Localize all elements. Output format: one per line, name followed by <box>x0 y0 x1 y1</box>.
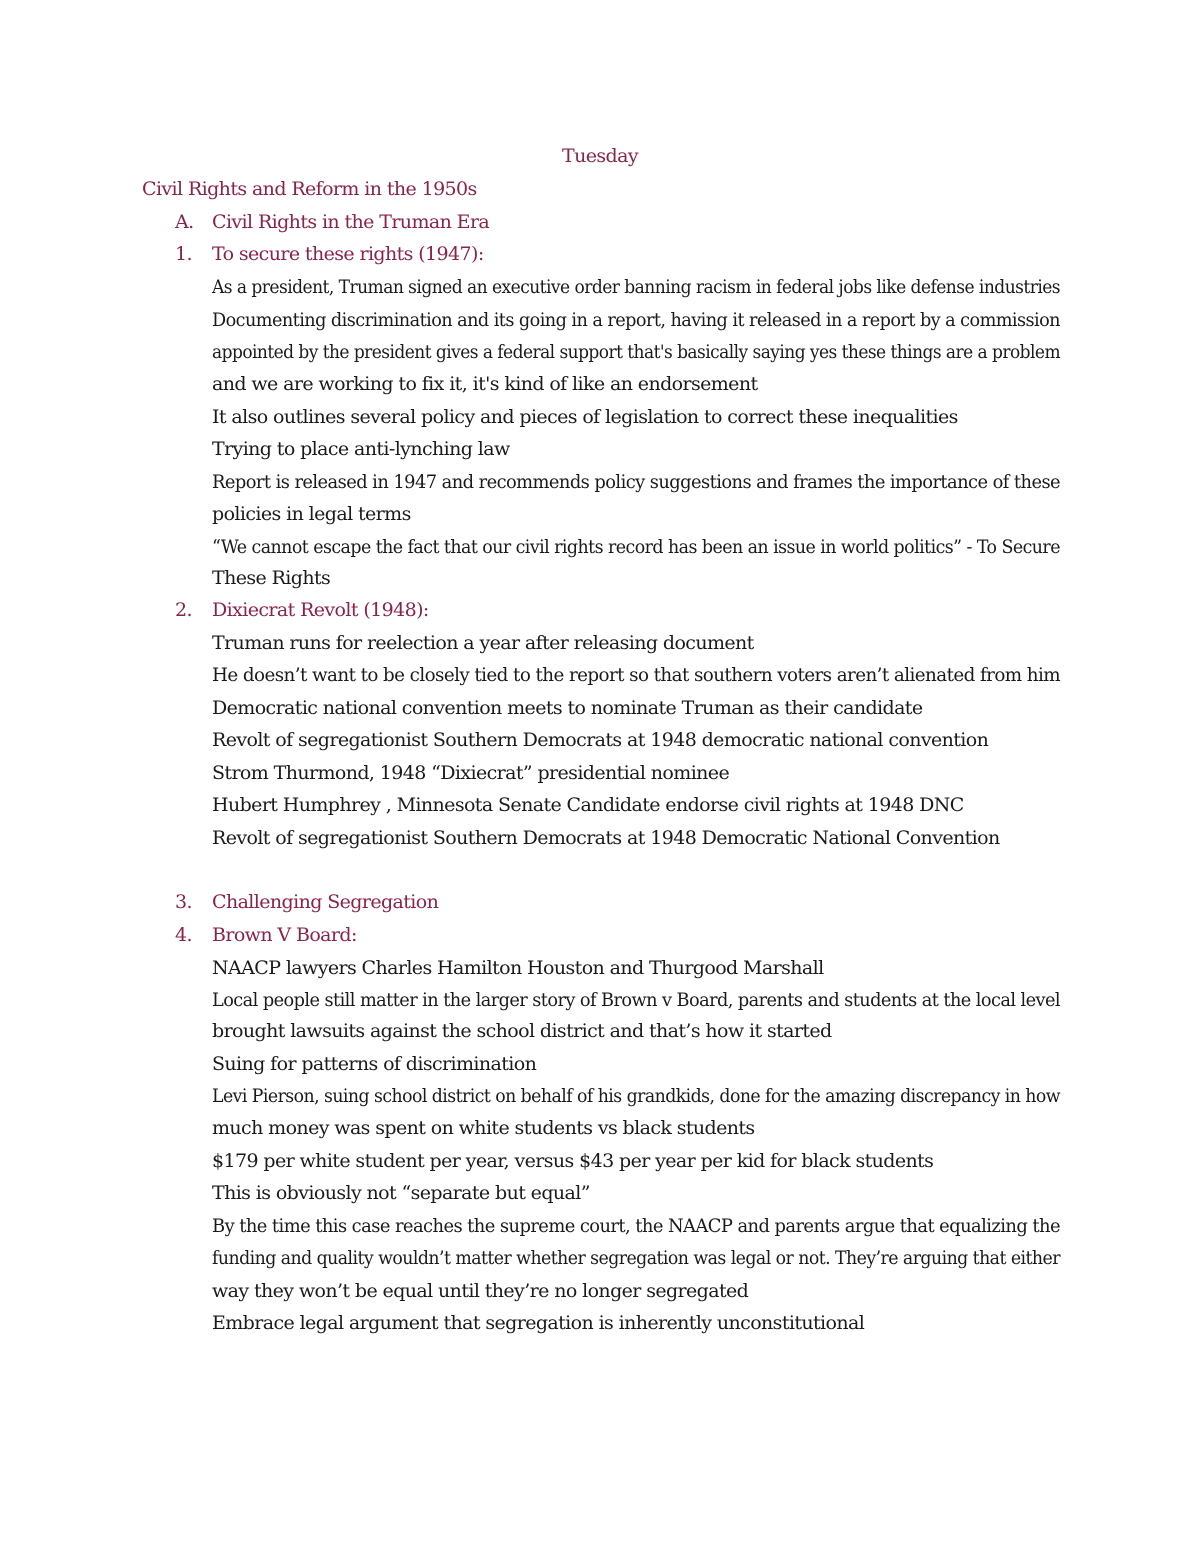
item-2-line: Truman runs for reelection a year after releasing document <box>212 632 754 654</box>
section-a-marker: A. <box>175 211 194 233</box>
document-heading: Civil Rights and Reform in the 1950s <box>142 178 477 200</box>
item-1-line: and we are working to fix it, it's kind of like an endorsement <box>212 373 758 395</box>
item-1-line: As a president, Truman signed an executive order banning racism in federal jobs like defense industries <box>212 276 1061 298</box>
item-4-line: $179 per white student per year, versus $43 per year per kid for black students <box>212 1150 934 1172</box>
item-1-line: Trying to place anti-lynching law <box>212 438 510 460</box>
item-4-line: Embrace legal argument that segregation is inherently unconstitutional <box>212 1312 865 1334</box>
item-1-line: Documenting discrimination and its going in a report, having it released in a report by a commission <box>212 309 1060 331</box>
item-4-label: Brown V Board: <box>212 924 357 946</box>
section-a-label: Civil Rights in the Truman Era <box>212 211 490 233</box>
item-4-line: By the time this case reaches the supreme court, the NAACP and parents argue that equalizing the <box>212 1215 1060 1237</box>
item-1-line: “We cannot escape the fact that our civil rights record has been an issue in world politics” - To Secure <box>212 536 1060 558</box>
item-1-line: These Rights <box>212 567 331 589</box>
item-3-label: Challenging Segregation <box>212 891 439 913</box>
item-4-line: much money was spent on white students vs black students <box>212 1117 755 1139</box>
item-1-marker: 1. <box>175 243 192 265</box>
item-2-line: Strom Thurmond, 1948 “Dixiecrat” presidential nominee <box>212 762 730 784</box>
item-2-line: Revolt of segregationist Southern Democrats at 1948 democratic national convention <box>212 729 989 751</box>
item-1-line: appointed by the president gives a federal support that's basically saying yes these things are a problem <box>212 341 1061 363</box>
item-4-line: brought lawsuits against the school district and that’s how it started <box>212 1020 832 1042</box>
item-2-line: Hubert Humphrey , Minnesota Senate Candidate endorse civil rights at 1948 DNC <box>212 794 964 816</box>
item-4-marker: 4. <box>175 924 192 946</box>
item-4-line: Levi Pierson, suing school district on behalf of his grandkids, done for the amazing discrepancy in how <box>212 1085 1061 1107</box>
item-1-line: policies in legal terms <box>212 503 411 525</box>
item-2-line: He doesn’t want to be closely tied to the report so that southern voters aren’t alienated from him <box>212 664 1061 686</box>
item-2-line: Revolt of segregationist Southern Democrats at 1948 Democratic National Convention <box>212 827 1000 849</box>
item-1-line: It also outlines several policy and pieces of legislation to correct these inequalities <box>212 406 958 428</box>
item-4-line: funding and quality wouldn’t matter whether segregation was legal or not. They’re arguing that either <box>212 1247 1060 1269</box>
item-2-marker: 2. <box>175 599 192 621</box>
item-3-marker: 3. <box>175 891 192 913</box>
item-4-line: This is obviously not “separate but equal” <box>212 1182 590 1204</box>
item-2-label: Dixiecrat Revolt (1948): <box>212 599 429 621</box>
item-1-line: Report is released in 1947 and recommends policy suggestions and frames the importance of these <box>212 471 1061 493</box>
item-4-line: Local people still matter in the larger story of Brown v Board, parents and students at the local level <box>212 989 1061 1011</box>
page-title: Tuesday <box>562 145 638 167</box>
item-2-line: Democratic national convention meets to nominate Truman as their candidate <box>212 697 923 719</box>
item-4-line: NAACP lawyers Charles Hamilton Houston and Thurgood Marshall <box>212 957 824 979</box>
item-4-line: way they won’t be equal until they’re no longer segregated <box>212 1280 749 1302</box>
item-1-label: To secure these rights (1947): <box>212 243 484 265</box>
item-4-line: Suing for patterns of discrimination <box>212 1053 537 1075</box>
